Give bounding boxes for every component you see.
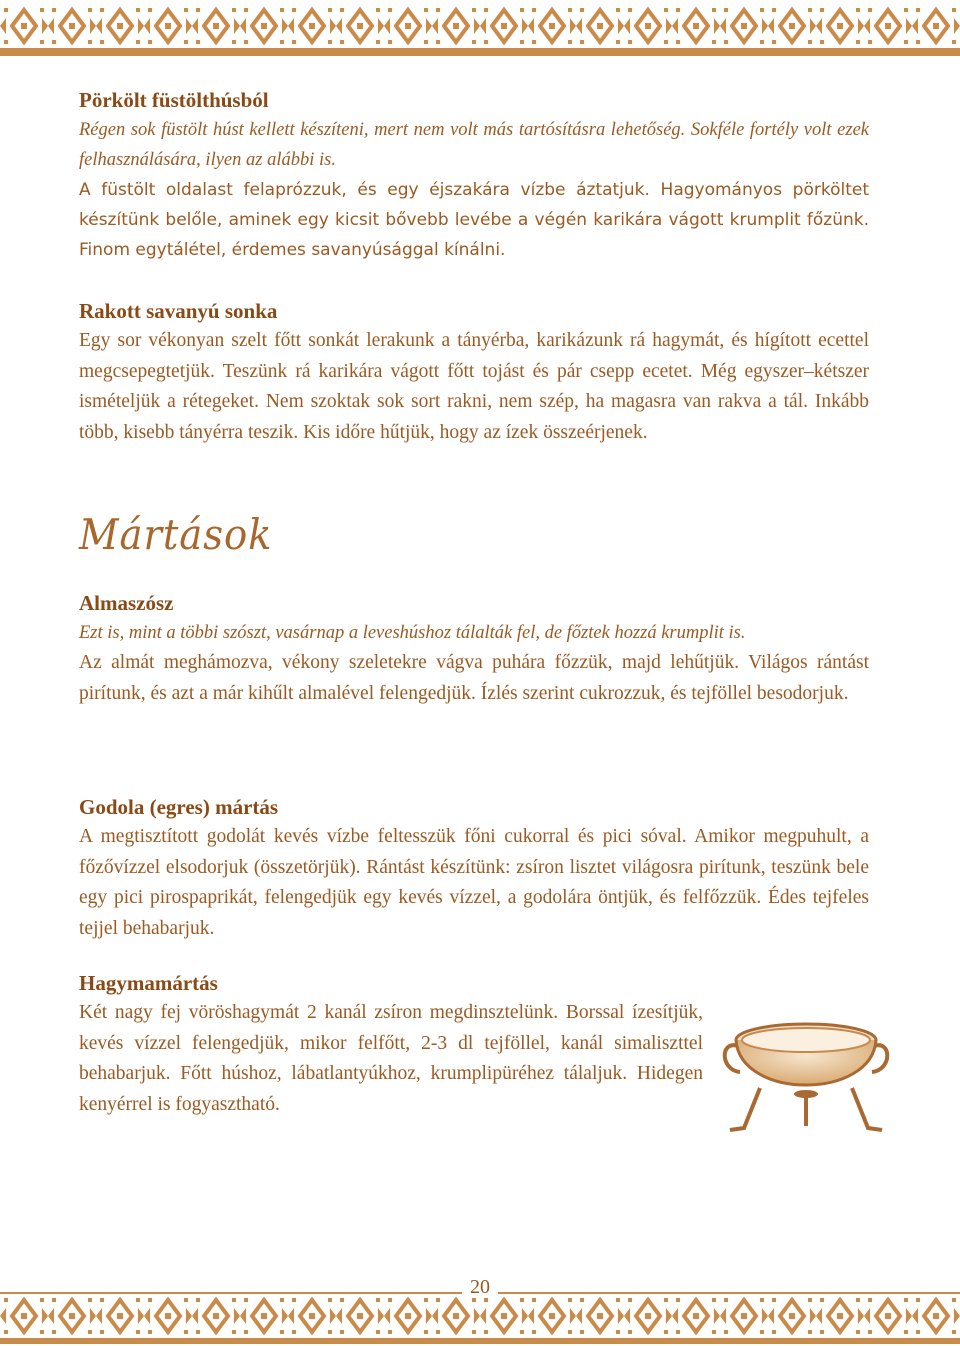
page-number-text: 20 (462, 1276, 498, 1298)
recipe-title: Rakott savanyú sonka (79, 299, 278, 323)
recipe-hagyma (79, 968, 703, 1120)
recipe-body: Két nagy fej vöröshagymát 2 kanál zsíron megdinsztelünk. Borssal ízesítjük, kevés vízzel felengedjük, mikor felfőtt, 2-3 dl tejföllel, kanál simaliszttel behabarjuk. Főtt húshoz, lábatlantyúkhoz, krumplipüréhez tálaljuk. Hidegen kenyérrel is fogyasztható. (79, 1002, 703, 1115)
section-marthasok (79, 510, 869, 559)
recipe-intro: Régen sok füstölt húst kellett készíteni, mert nem volt más tartósításra lehetőség. Sokféle fortély volt ezek felhasználására, ilyen az alábbi is. (79, 120, 869, 170)
recipe-almaszosz (79, 588, 869, 709)
recipe-body: Az almát meghámozva, vékony szeletekre vágva puhára főzzük, majd lehűtjük. Világos rántást pirítunk, és azt a már kihűlt almalével felengedjük. Ízlés szerint cukrozzuk, és tejföllel besodorjuk. (79, 652, 869, 704)
recipe-intro: Ezt is, mint a többi szószt, vasárnap a leveshúshoz tálalták fel, de főztek hozzá krumplit is. (79, 623, 746, 643)
recipe-title: Hagymamártás (79, 971, 218, 995)
recipe-rakott (79, 296, 869, 448)
pot-illustration (716, 1010, 896, 1140)
section-heading: Mártások (79, 510, 273, 559)
recipe-body: A füstölt oldalast felaprózzuk, és egy éjszakára vízbe áztatjuk. Hagyományos pörköltet készítünk belőle, aminek egy kicsit bővebb levébe a végén karikára vágott krumplit főzünk. Finom egytálétel, érdemes savanyúsággal kínálni. (79, 180, 869, 260)
recipe-porkolt (79, 85, 869, 265)
recipe-title: Godola (egres) mártás (79, 795, 279, 819)
page-number (0, 1276, 960, 1299)
recipe-title: Almaszósz (79, 591, 174, 615)
recipe-godola (79, 792, 869, 944)
recipe-body: A megtisztított godolát kevés vízbe feltesszük főni cukorral és pici sóval. Amikor megpuhult, a főzővízzel elsodorjuk (összetörjük). Rántást készítünk: zsíron lisztet világosra pirítunk, teszünk bele egy pici pirospaprikát, felengedjük egy kevés vízzel, a godolára öntjük, és felfőzzük. Édes tejfeles tejjel behabarjuk. (79, 826, 869, 939)
recipe-title: Pörkölt füstölthúsból (79, 88, 269, 112)
top-ornament-border (0, 0, 960, 60)
recipe-body: Egy sor vékonyan szelt főtt sonkát lerakunk a tányérba, karikázunk rá hagymát, és hígított ecettel megcsepegtetjük. Teszünk rá karikára vágott főtt tojást és pár csepp ecetet. Még egyszer–kétszer ismételjük a rétegeket. Nem szoktak sok sort rakni, nem szép, ha magasra van rakva a tál. Inkább több, kisebb tányérra teszik. Kis időre hűtjük, hogy az ízek összeérjenek. (79, 330, 869, 443)
